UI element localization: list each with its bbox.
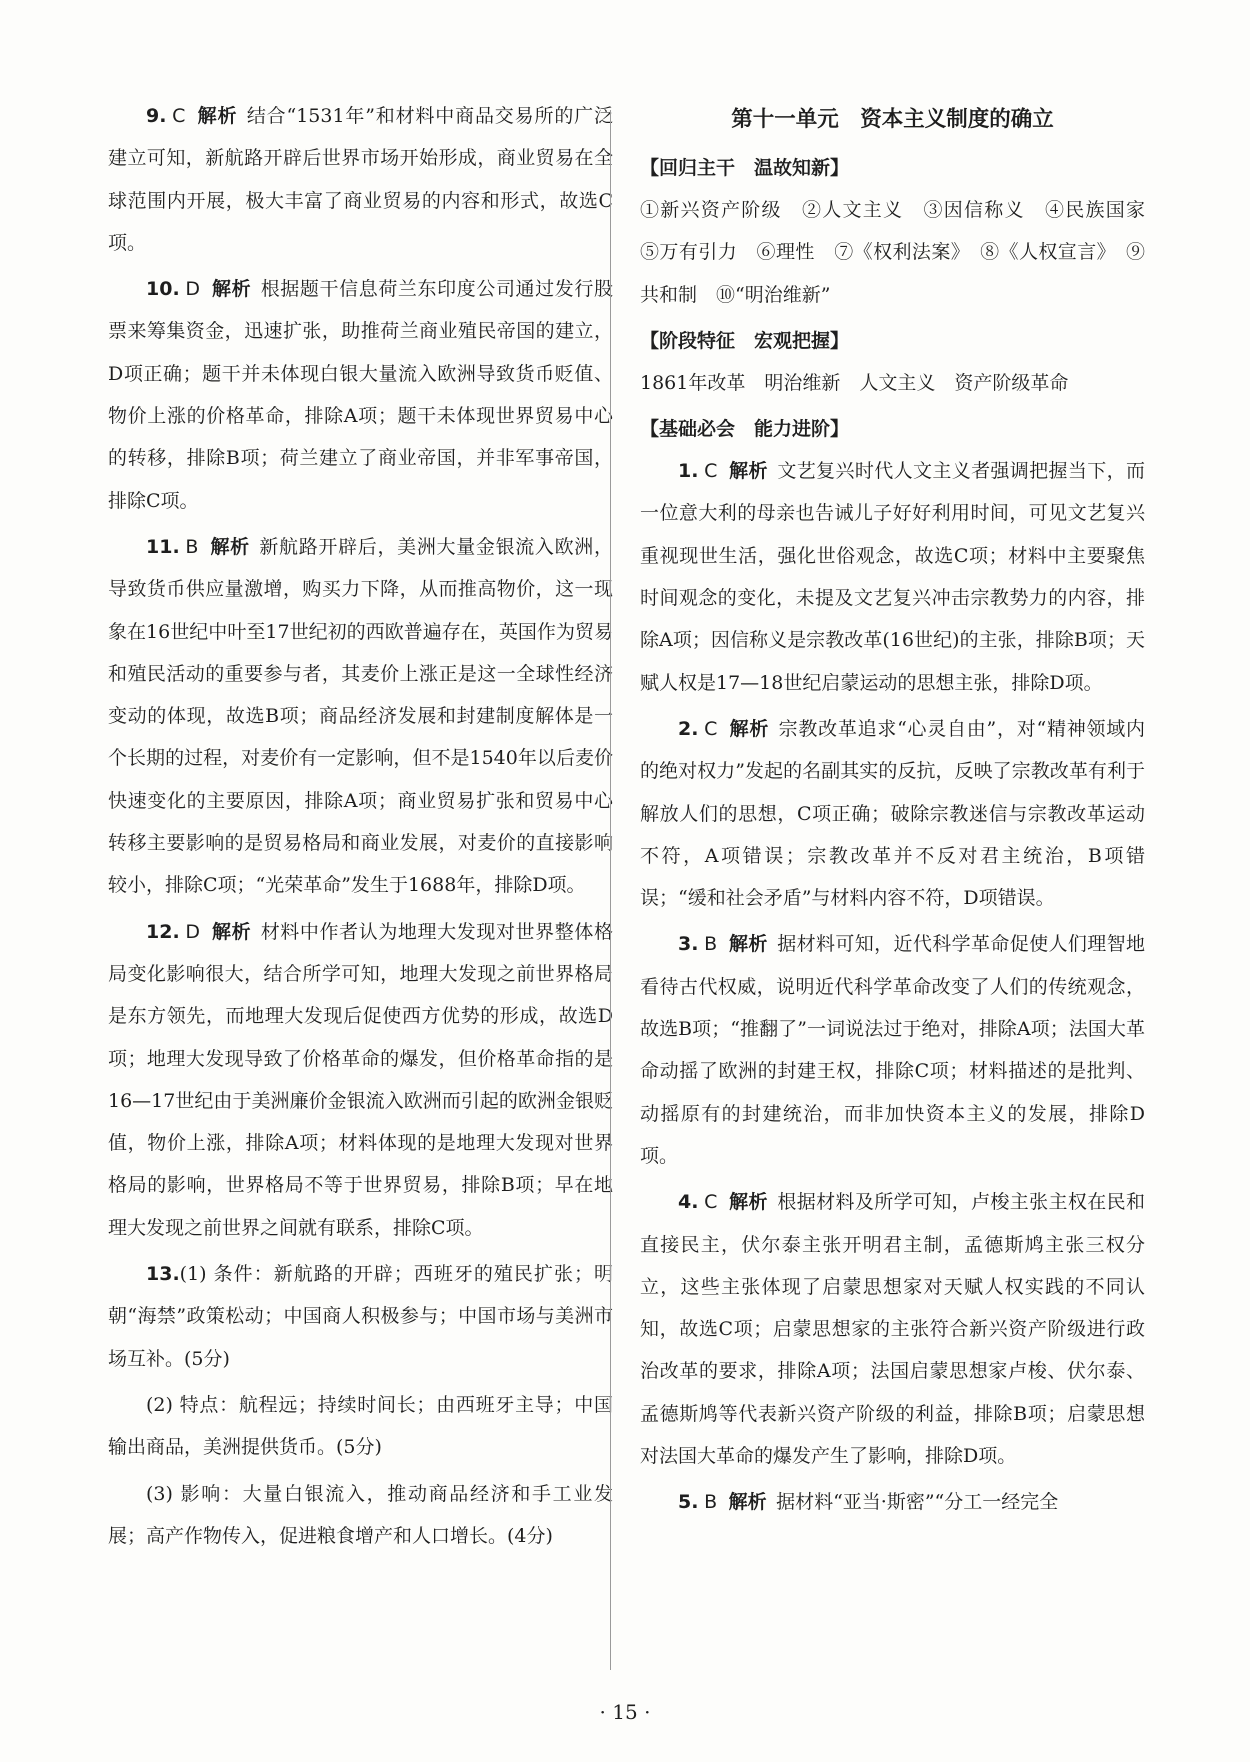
answer-q12: 12. D 解析 材料中作者认为地理大发现对世界整体格局变化影响很大，结合所学可知，地理大发现之前世界格局是东方领先，而地理大发现后促使西方优势的形成，故选D项；地理大发现导致了价格革命的爆发，但价格革命指的是16—17世纪由于美洲廉价金银流入欧洲而引起的欧洲金银贬值，物价上涨，排除A项；材料体现的是地理大发现对世界格局的影响，世界格局不等于世界贸易，排除B项；早在地理大发现之前世界之间就有联系，排除C项。 — [108, 920, 613, 1239]
answer-r2: 2. C 解析 宗教改革追求“心灵自由”，对“精神领域内的绝对权力”发起的名副其实的反抗，反映了宗教改革有利于解放人们的思想，C项正确；破除宗教迷信与宗教改革运动不符，A项错误；宗教改革并不反对君主统治，B项错误；“缓和社会矛盾”与材料内容不符，D项错误。 — [640, 717, 1145, 910]
answer-q13-part3: (3) 影响：大量白银流入，推动商品经济和手工业发展；高产作物传入，促进粮食增产和人口增长。(4分) — [108, 1482, 613, 1547]
section-heading-review: 【回归主干 温故知新】 — [640, 157, 850, 179]
unit-title: 第十一单元 资本主义制度的确立 — [731, 107, 1054, 132]
answer-q10: 10. D 解析 根据题干信息荷兰东印度公司通过发行股票来筹集资金，迅速扩张，助推荷兰商业殖民帝国的建立，D项正确；题干并未体现白银大量流入欧洲导致货币贬值、物价上涨的价格革命，排除A项；题干未体现世界贸易中心的转移，排除B项；荷兰建立了商业帝国，并非军事帝国，排除C项。 — [108, 278, 613, 512]
answer-r3: 3. B 解析 据材料可知，近代科学革命促使人们理智地看待古代权威，说明近代科学革命改变了人们的传统观念，故选B项；“推翻了”一词说法过于绝对，排除A项；法国大革命动摇了欧洲的封建王权，排除C项；材料描述的是批判、动摇原有的封建统治，而非加快资本主义的发展，排除D项。 — [640, 933, 1145, 1167]
section-review-answers: ①新兴资产阶级 ②人文主义 ③因信称义 ④民族国家 ⑤万有引力 ⑥理性 ⑦《权利法案》 ⑧《人权宣言》 ⑨共和制 ⑩“明治维新” — [640, 199, 1165, 306]
answer-q13-part2: (2) 特点：航程远；持续时间长；由西班牙主导；中国输出商品，美洲提供货币。(5分) — [108, 1393, 613, 1459]
section-features-answers: 1861年改革 明治维新 人文主义 资产阶级革命 — [640, 371, 1069, 394]
left-column — [108, 95, 613, 1561]
page-number: · 15 · — [599, 1700, 651, 1724]
column-divider — [610, 110, 611, 1670]
answer-q13-part1: 13.(1) 条件：新航路的开辟；西班牙的殖民扩张；明朝“海禁”政策松动；中国商人积极参与；中国市场与美洲市场互补。(5分) — [108, 1263, 613, 1370]
right-column — [640, 95, 1165, 1528]
section-heading-basics: 【基础必会 能力进阶】 — [640, 418, 850, 441]
answer-r5: 5. B 解析 据材料“亚当·斯密”“分工一经完全 — [678, 1491, 1059, 1514]
section-heading-features: 【阶段特征 宏观把握】 — [640, 329, 850, 352]
answer-r1: 1. C 解析 文艺复兴时代人文主义者强调把握当下，而一位意大利的母亲也告诫儿子好好利用时间，可见文艺复兴重视现世生活，强化世俗观念，故选C项；材料中主要聚焦时间观念的变化，未提及文艺复兴冲击宗教势力的内容，排除A项；因信称义是宗教改革(16世纪)的主张，排除B项；天赋人权是17—18世纪启蒙运动的思想主张，排除D项。 — [640, 460, 1145, 694]
answer-r4: 4. C 解析 根据材料及所学可知，卢梭主张主权在民和直接民主，伏尔泰主张开明君主制，孟德斯鸠主张三权分立，这些主张体现了启蒙思想家对天赋人权实践的不同认知，故选C项；启蒙思想家的主张符合新兴资产阶级进行政治改革的要求，排除A项；法国启蒙思想家卢梭、伏尔泰、孟德斯鸠等代表新兴资产阶级的利益，排除B项；启蒙思想对法国大革命的爆发产生了影响，排除D项。 — [640, 1191, 1145, 1468]
answer-q11: 11. B 解析 新航路开辟后，美洲大量金银流入欧洲，导致货币供应量激增，购买力下降，从而推高物价，这一现象在16世纪中叶至17世纪初的西欧普遍存在，英国作为贸易和殖民活动的重要参与者，其麦价上涨正是这一全球性经济变动的体现，故选B项；商品经济发展和封建制度解体是一个长期的过程，对麦价有一定影响，但不是1540年以后麦价快速变化的主要原因，排除A项；商业贸易扩张和贸易中心转移主要影响的是贸易格局和商业发展，对麦价的直接影响较小，排除C项；“光荣革命”发生于1688年，排除D项。 — [108, 535, 613, 897]
answer-q9: 9. C 解析 结合“1531年”和材料中商品交易所的广泛建立可知，新航路开辟后世界市场开始形成，商业贸易在全球范围内开展，极大丰富了商业贸易的内容和形式，故选C项。 — [108, 105, 613, 254]
